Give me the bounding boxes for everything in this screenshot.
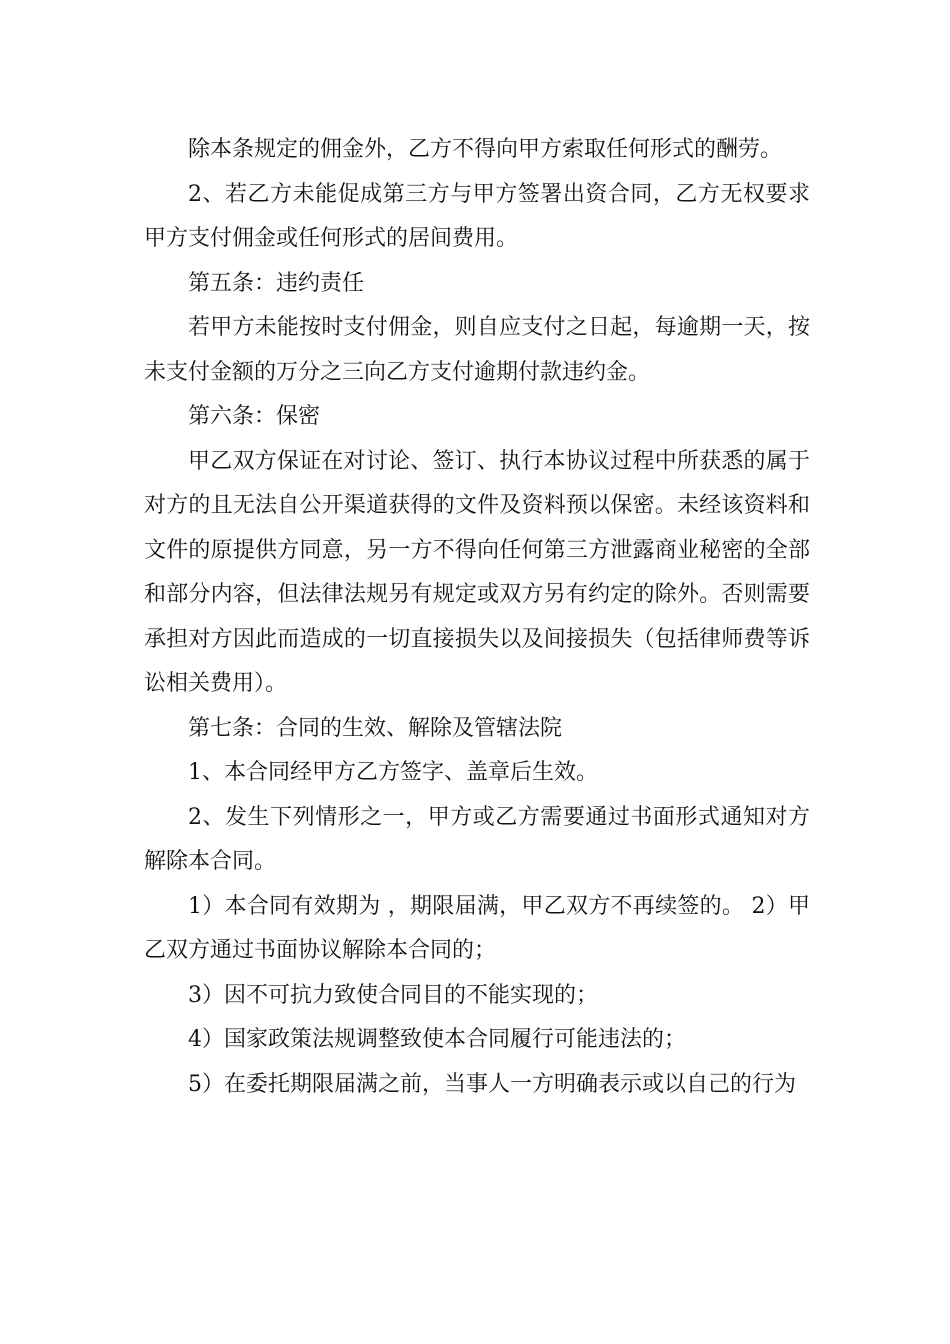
paragraph-effective-clause: 1、本合同经甲方乙方签字、盖章后生效。	[188, 760, 598, 785]
article-5-heading: 第五条：违约责任	[188, 270, 365, 296]
article-7-heading: 第七条：合同的生效、解除及管辖法院	[188, 715, 563, 741]
paragraph-confidentiality: 甲乙双方保证在对讨论、签订、执行本协议过程中所获悉的属于对方的且无法自公开渠道获得的文件及资料预以保密。未经该资料和文件的原提供方同意，另一方不得向任何第三方泄露商业秘密的全部和部分内容，但法律法规另有规定或双方另有约定的除外。否则需要承担对方因此而造成的一切直接损失以及间接损失（包括律师费等诉讼相关费用）。	[144, 448, 810, 696]
list-item-termination-5: 5）在委托期限届满之前，当事人一方明确表示或以自己的行为	[188, 1071, 796, 1097]
article-6-heading: 第六条：保密	[188, 404, 321, 429]
list-item-termination-3: 3）因不可抗力致使合同目的不能实现的；	[188, 982, 598, 1008]
paragraph-termination-notice: 2、发生下列情形之一，甲方或乙方需要通过书面形式通知对方解除本合同。	[144, 804, 810, 874]
paragraph-late-payment-penalty: 若甲方未能按时支付佣金，则自应支付之日起，每逾期一天，按未支付金额的万分之三向乙方支付逾期付款违约金。	[144, 315, 810, 385]
list-item-termination-4: 4）国家政策法规调整致使本合同履行可能违法的；	[188, 1027, 686, 1052]
paragraph-commission-limit: 除本条规定的佣金外，乙方不得向甲方索取任何形式的酬劳。	[188, 137, 783, 162]
document-body	[144, 128, 810, 1107]
paragraph-no-commission-clause: 2、若乙方未能促成第三方与甲方签署出资合同，乙方无权要求甲方支付佣金或任何形式的居间费用。	[144, 181, 810, 251]
list-item-termination-1-2: 1）本合同有效期为 ，期限届满，甲乙双方不再续签的。 2）甲乙双方通过书面协议解除本合同的；	[144, 893, 810, 963]
